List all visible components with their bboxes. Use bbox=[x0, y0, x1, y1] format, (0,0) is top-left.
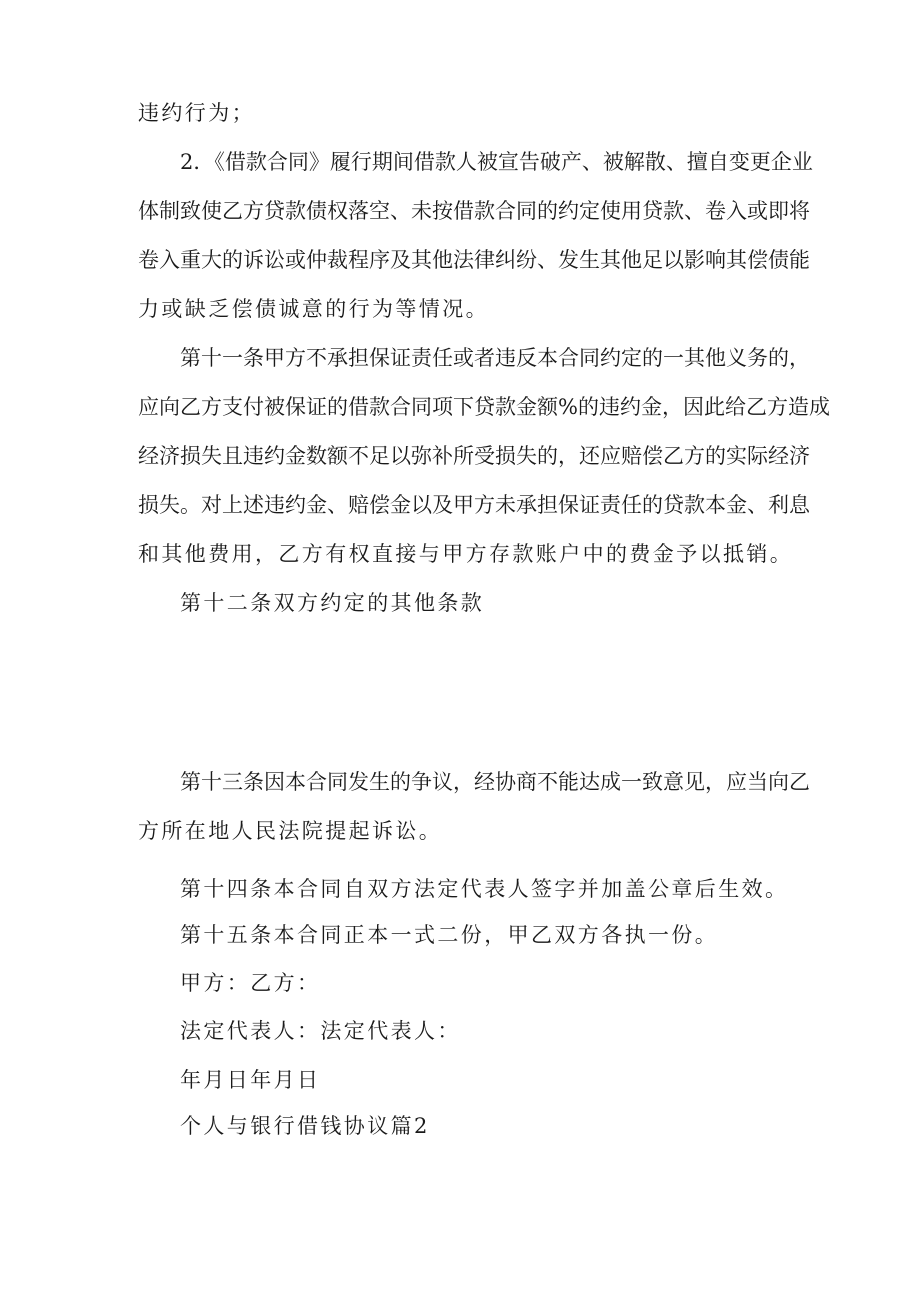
text-line-13: 方所在地人民法院提起诉讼。 bbox=[138, 819, 443, 843]
text-line-2: 2．《借款合同》履行期间借款人被宣告破产、被解散、擅自变更企业 bbox=[180, 150, 813, 174]
text-line-16: 甲方：乙方： bbox=[180, 971, 321, 995]
text-line-14: 第十四条本合同自双方法定代表人签字并加盖公章后生效。 bbox=[180, 877, 789, 901]
text-line-5: 力或缺乏偿债诚意的行为等情况。 bbox=[138, 297, 489, 321]
text-line-11: 第十二条双方约定的其他条款 bbox=[180, 591, 485, 615]
text-line-7: 应向乙方支付被保证的借款合同项下贷款金额%的违约金，因此给乙方造成 bbox=[138, 395, 830, 419]
text-line-8: 经济损失且违约金数额不足以弥补所受损失的，还应赔偿乙方的实际经济 bbox=[138, 444, 810, 468]
section-heading: 个人与银行借钱协议篇2 bbox=[180, 1114, 430, 1138]
text-line-10: 和其他费用，乙方有权直接与甲方存款账户中的费金予以抵销。 bbox=[138, 542, 794, 566]
text-line-12: 第十三条因本合同发生的争议，经协商不能达成一致意见，应当向乙 bbox=[180, 770, 810, 794]
text-line-4: 卷入重大的诉讼或仲裁程序及其他法律纠纷、发生其他足以影响其偿债能 bbox=[138, 248, 810, 272]
text-line-6: 第十一条甲方不承担保证责任或者违反本合同约定的一其他义务的， bbox=[180, 346, 810, 370]
text-line-17: 法定代表人：法定代表人： bbox=[180, 1019, 461, 1043]
text-line-18: 年月日年月日 bbox=[180, 1068, 321, 1092]
text-line-9: 损失。对上述违约金、赔偿金以及甲方未承担保证责任的贷款本金、利息 bbox=[138, 493, 810, 517]
text-line-15: 第十五条本合同正本一式二份，甲乙双方各执一份。 bbox=[180, 923, 719, 947]
text-line-3: 体制致使乙方贷款债权落空、未按借款合同的约定使用贷款、卷入或即将 bbox=[138, 199, 810, 223]
text-line-1: 违约行为； bbox=[138, 101, 255, 125]
